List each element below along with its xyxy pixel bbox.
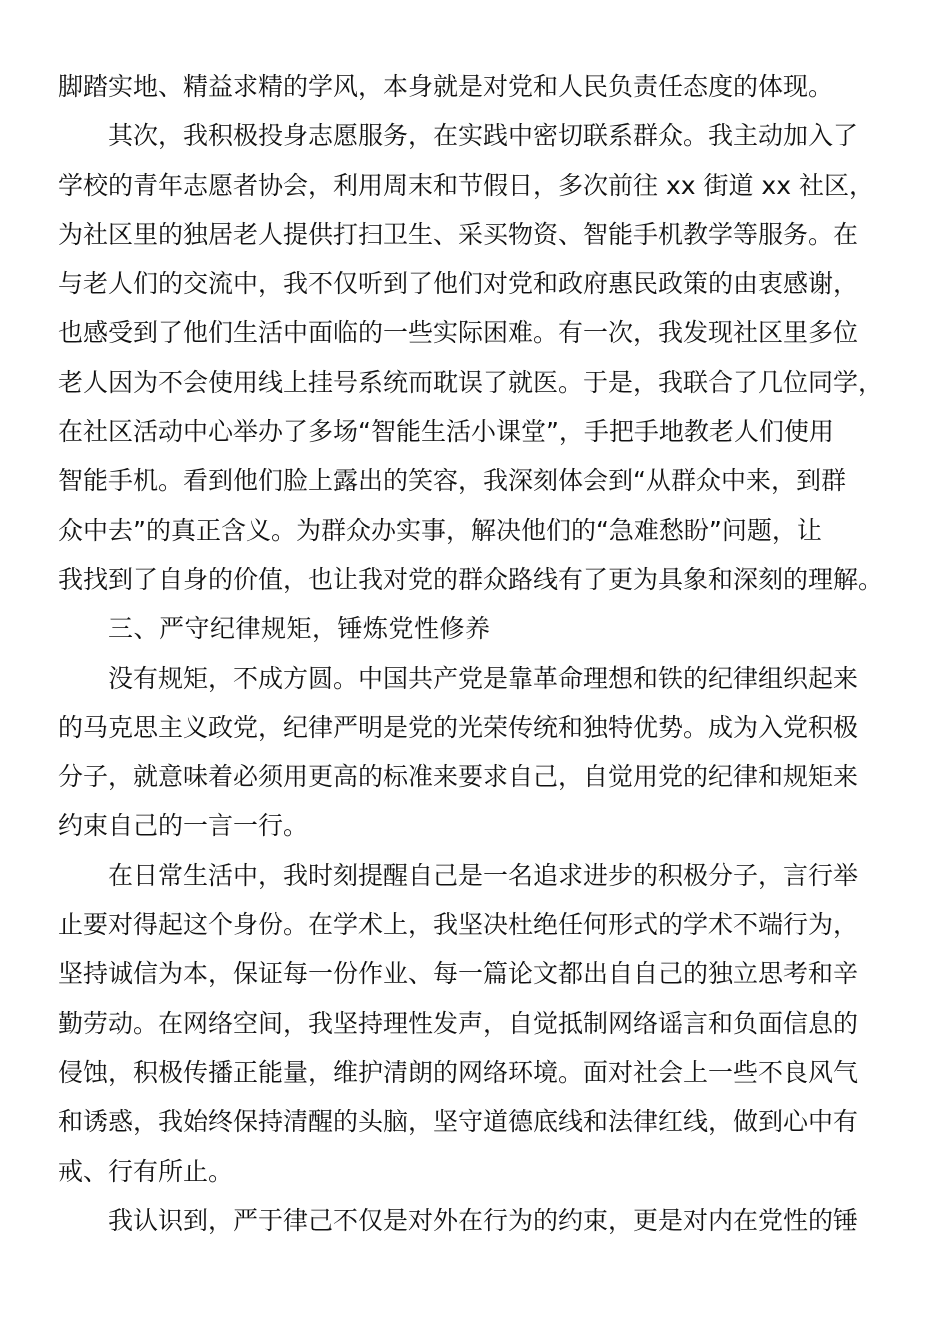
text-line: 与老人们的交流中，我不仅听到了他们对党和政府惠民政策的由衷感谢， xyxy=(58,269,859,299)
text-line: 戒、行有所止。 xyxy=(58,1156,234,1186)
text-line: 坚持诚信为本，保证每一份作业、每一篇论文都出自自己的独立思考和辛 xyxy=(58,959,859,989)
text-line: 众中去”的真正含义。为群众办实事，解决他们的“急难愁盼”问题，让 xyxy=(58,515,822,545)
text-line: 智能手机。看到他们脸上露出的笑容，我深刻体会到“从群众中来，到群 xyxy=(58,466,846,496)
text-line: 的马克思主义政党，纪律严明是党的光荣传统和独特优势。成为入党积极 xyxy=(58,712,859,742)
section-heading: 三、严守纪律规矩，锤炼党性修养 xyxy=(108,614,491,644)
document-body xyxy=(58,62,892,1245)
text-line: 分子，就意味着必须用更高的标准来要求自己，自觉用党的纪律和规矩来 xyxy=(58,762,859,792)
text-line: 为社区里的独居老人提供打扫卫生、采买物资、智能手机教学等服务。在 xyxy=(58,219,859,249)
text-line: 约束自己的一言一行。 xyxy=(58,811,309,841)
paragraph-start-line: 在日常生活中，我时刻提醒自己是一名追求进步的积极分子，言行举 xyxy=(108,860,859,890)
text-line: 老人因为不会使用线上挂号系统而耽误了就医。于是，我联合了几位同学， xyxy=(58,367,884,397)
text-line: 学校的青年志愿者协会，利用周末和节假日，多次前往 xx 街道 xx 社区， xyxy=(58,170,874,200)
paragraph-start-line: 我认识到，严于律己不仅是对外在行为的约束，更是对内在党性的锤 xyxy=(108,1205,859,1235)
text-line: 和诱惑，我始终保持清醒的头脑，坚守道德底线和法律红线，做到心中有 xyxy=(58,1107,859,1137)
paragraph-start-line: 其次，我积极投身志愿服务，在实践中密切联系群众。我主动加入了 xyxy=(108,121,859,151)
text-line: 也感受到了他们生活中面临的一些实际困难。有一次，我发现社区里多位 xyxy=(58,318,859,348)
text-line: 侵蚀，积极传播正能量，维护清朗的网络环境。面对社会上一些不良风气 xyxy=(58,1057,859,1087)
text-line: 脚踏实地、精益求精的学风，本身就是对党和人民负责任态度的体现。 xyxy=(58,72,834,101)
text-line: 在社区活动中心举办了多场“智能生活小课堂”，手把手地教老人们使用 xyxy=(58,417,834,447)
paragraph-start-line: 没有规矩，不成方圆。中国共产党是靠革命理想和铁的纪律组织起来 xyxy=(108,663,859,693)
text-line: 我找到了自身的价值，也让我对党的群众路线有了更为具象和深刻的理解。 xyxy=(58,564,884,594)
text-line: 勤劳动。在网络空间，我坚持理性发声，自觉抵制网络谣言和负面信息的 xyxy=(58,1008,859,1038)
text-line: 止要对得起这个身份。在学术上，我坚决杜绝任何形式的学术不端行为， xyxy=(58,910,859,940)
